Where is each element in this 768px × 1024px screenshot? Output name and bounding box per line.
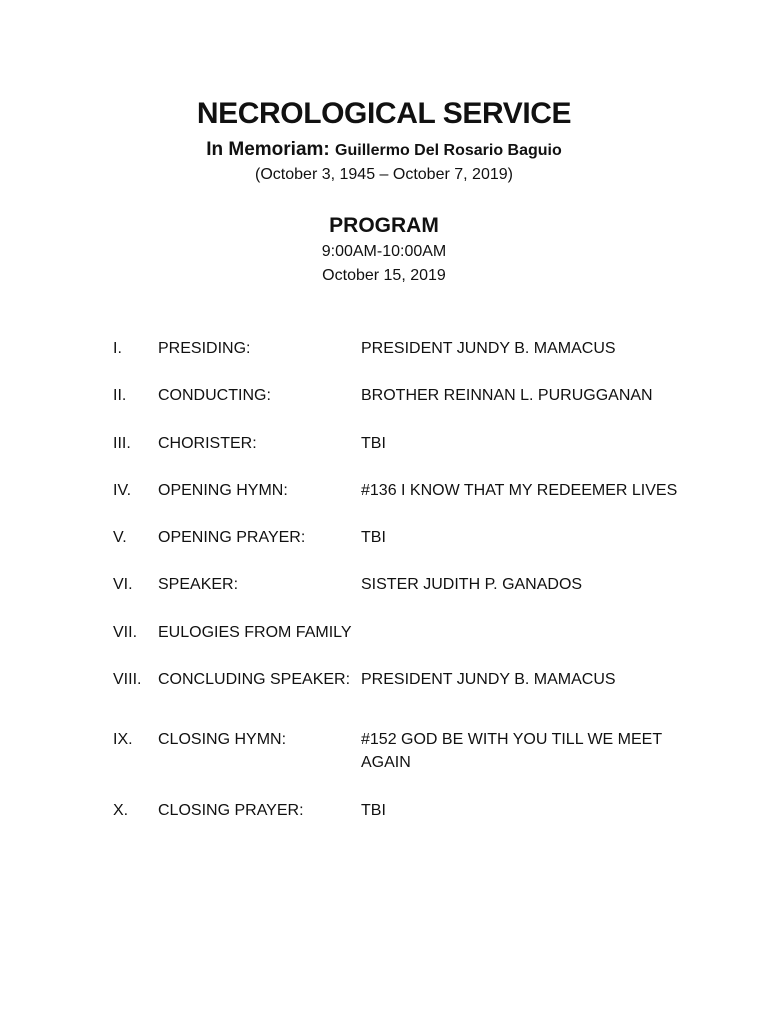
item-person: PRESIDENT JUNDY B. MAMACUS — [361, 671, 616, 688]
item-person: TBI — [361, 435, 386, 452]
program-heading: PROGRAM — [329, 214, 439, 237]
memoriam-label: In Memoriam: — [206, 139, 330, 160]
item-role: PRESIDING: — [158, 340, 251, 357]
item-role: CHORISTER: — [158, 435, 257, 452]
document-title: NECROLOGICAL SERVICE — [196, 97, 572, 130]
program-date: October 15, 2019 — [322, 267, 446, 284]
item-role: CLOSING PRAYER: — [158, 802, 304, 819]
memoriam-line — [0, 139, 768, 161]
item-person: #136 I KNOW THAT MY REDEEMER LIVES — [361, 482, 678, 499]
item-person: TBI — [361, 529, 386, 546]
memoriam-name: Guillermo Del Rosario Baguio — [335, 142, 562, 159]
item-person: PRESIDENT JUNDY B. MAMACUS — [361, 340, 616, 357]
item-role: OPENING PRAYER: — [158, 529, 306, 546]
item-number: V. — [113, 529, 127, 546]
item-number: IX. — [113, 731, 133, 748]
item-role: CLOSING HYMN: — [158, 731, 287, 748]
item-role: SPEAKER: — [158, 576, 239, 593]
item-number: VII. — [113, 624, 138, 641]
item-number: VI. — [113, 576, 133, 593]
item-role: CONCLUDING SPEAKER: — [158, 671, 351, 688]
item-person: SISTER JUDITH P. GANADOS — [361, 576, 583, 593]
program-time: 9:00AM-10:00AM — [321, 243, 447, 260]
item-role: OPENING HYMN: — [158, 482, 288, 499]
item-role: EULOGIES FROM FAMILY — [158, 624, 352, 641]
life-dates: (October 3, 1945 – October 7, 2019) — [255, 166, 513, 183]
item-number: II. — [113, 387, 127, 404]
item-number: VIII. — [113, 671, 142, 688]
item-number: IV. — [113, 482, 132, 499]
item-person: TBI — [361, 802, 386, 819]
item-person: BROTHER REINNAN L. PURUGGANAN — [361, 387, 653, 404]
item-number: III. — [113, 435, 131, 452]
item-person: #152 GOD BE WITH YOU TILL WE MEET AGAIN — [361, 731, 662, 771]
item-number: I. — [113, 340, 122, 357]
item-number: X. — [113, 802, 129, 819]
item-role: CONDUCTING: — [158, 387, 271, 404]
